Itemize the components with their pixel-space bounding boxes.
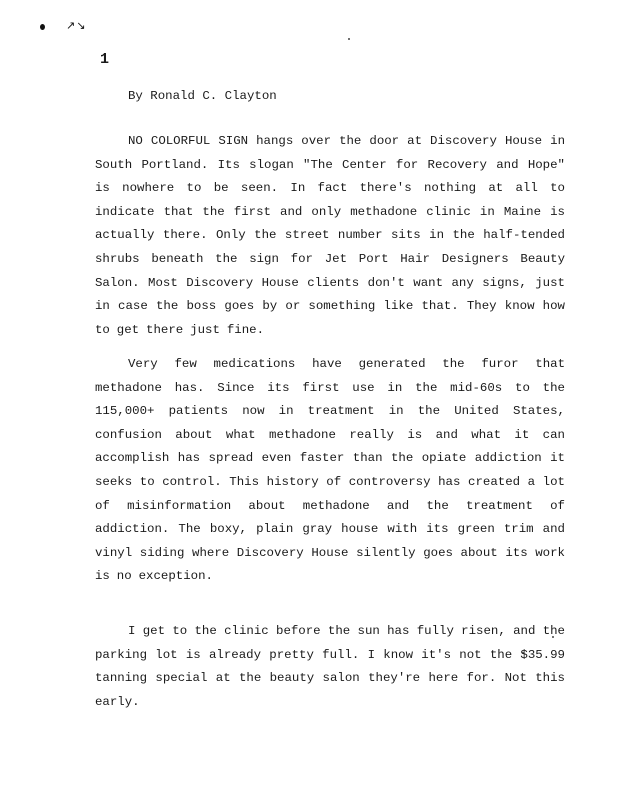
paragraph-1: NO COLORFUL SIGN hangs over the door at Discovery House in South Portland. Its slogan "The Center for Recovery and Hope" is nowhere to be seen. In fact there's nothing at all to indicate that the first and only methadone clinic in Maine is actually there. Only the street number sits in the half-tended shrubs beneath the sign for Jet Port Hair Designers Beauty Salon. Most Discovery House clients don't want any signs, just in case the boss goes by or something like that. They know how to get there just fine. <box>95 134 565 337</box>
paragraph-3: I get to the clinic before the sun has fully risen, and the parking lot is already pretty full. I know it's not the $35.99 tanning special at the beauty salon they're here for. Not this early. <box>95 624 565 709</box>
stray-pen-mark: ↗↘ <box>66 19 87 32</box>
page-number: 1 <box>100 51 110 68</box>
byline: By Ronald C. Clayton <box>128 89 277 103</box>
paragraph-2: Very few medications have generated the furor that methadone has. Since its first use in the mid-60s to the 115,000+ patients now in treatment in the United States, confusion about what methadone really is and what it can accomplish has spread even faster than the opiate addiction it seeks to control. This history of controversy has created a lot of misinformation about methadone and the treatment of addiction. The boxy, plain gray house with its green trim and vinyl siding where Discovery House silently goes about its work is no exception. <box>95 357 565 584</box>
stray-dot-mark <box>40 24 45 30</box>
scan-speck <box>348 38 350 40</box>
